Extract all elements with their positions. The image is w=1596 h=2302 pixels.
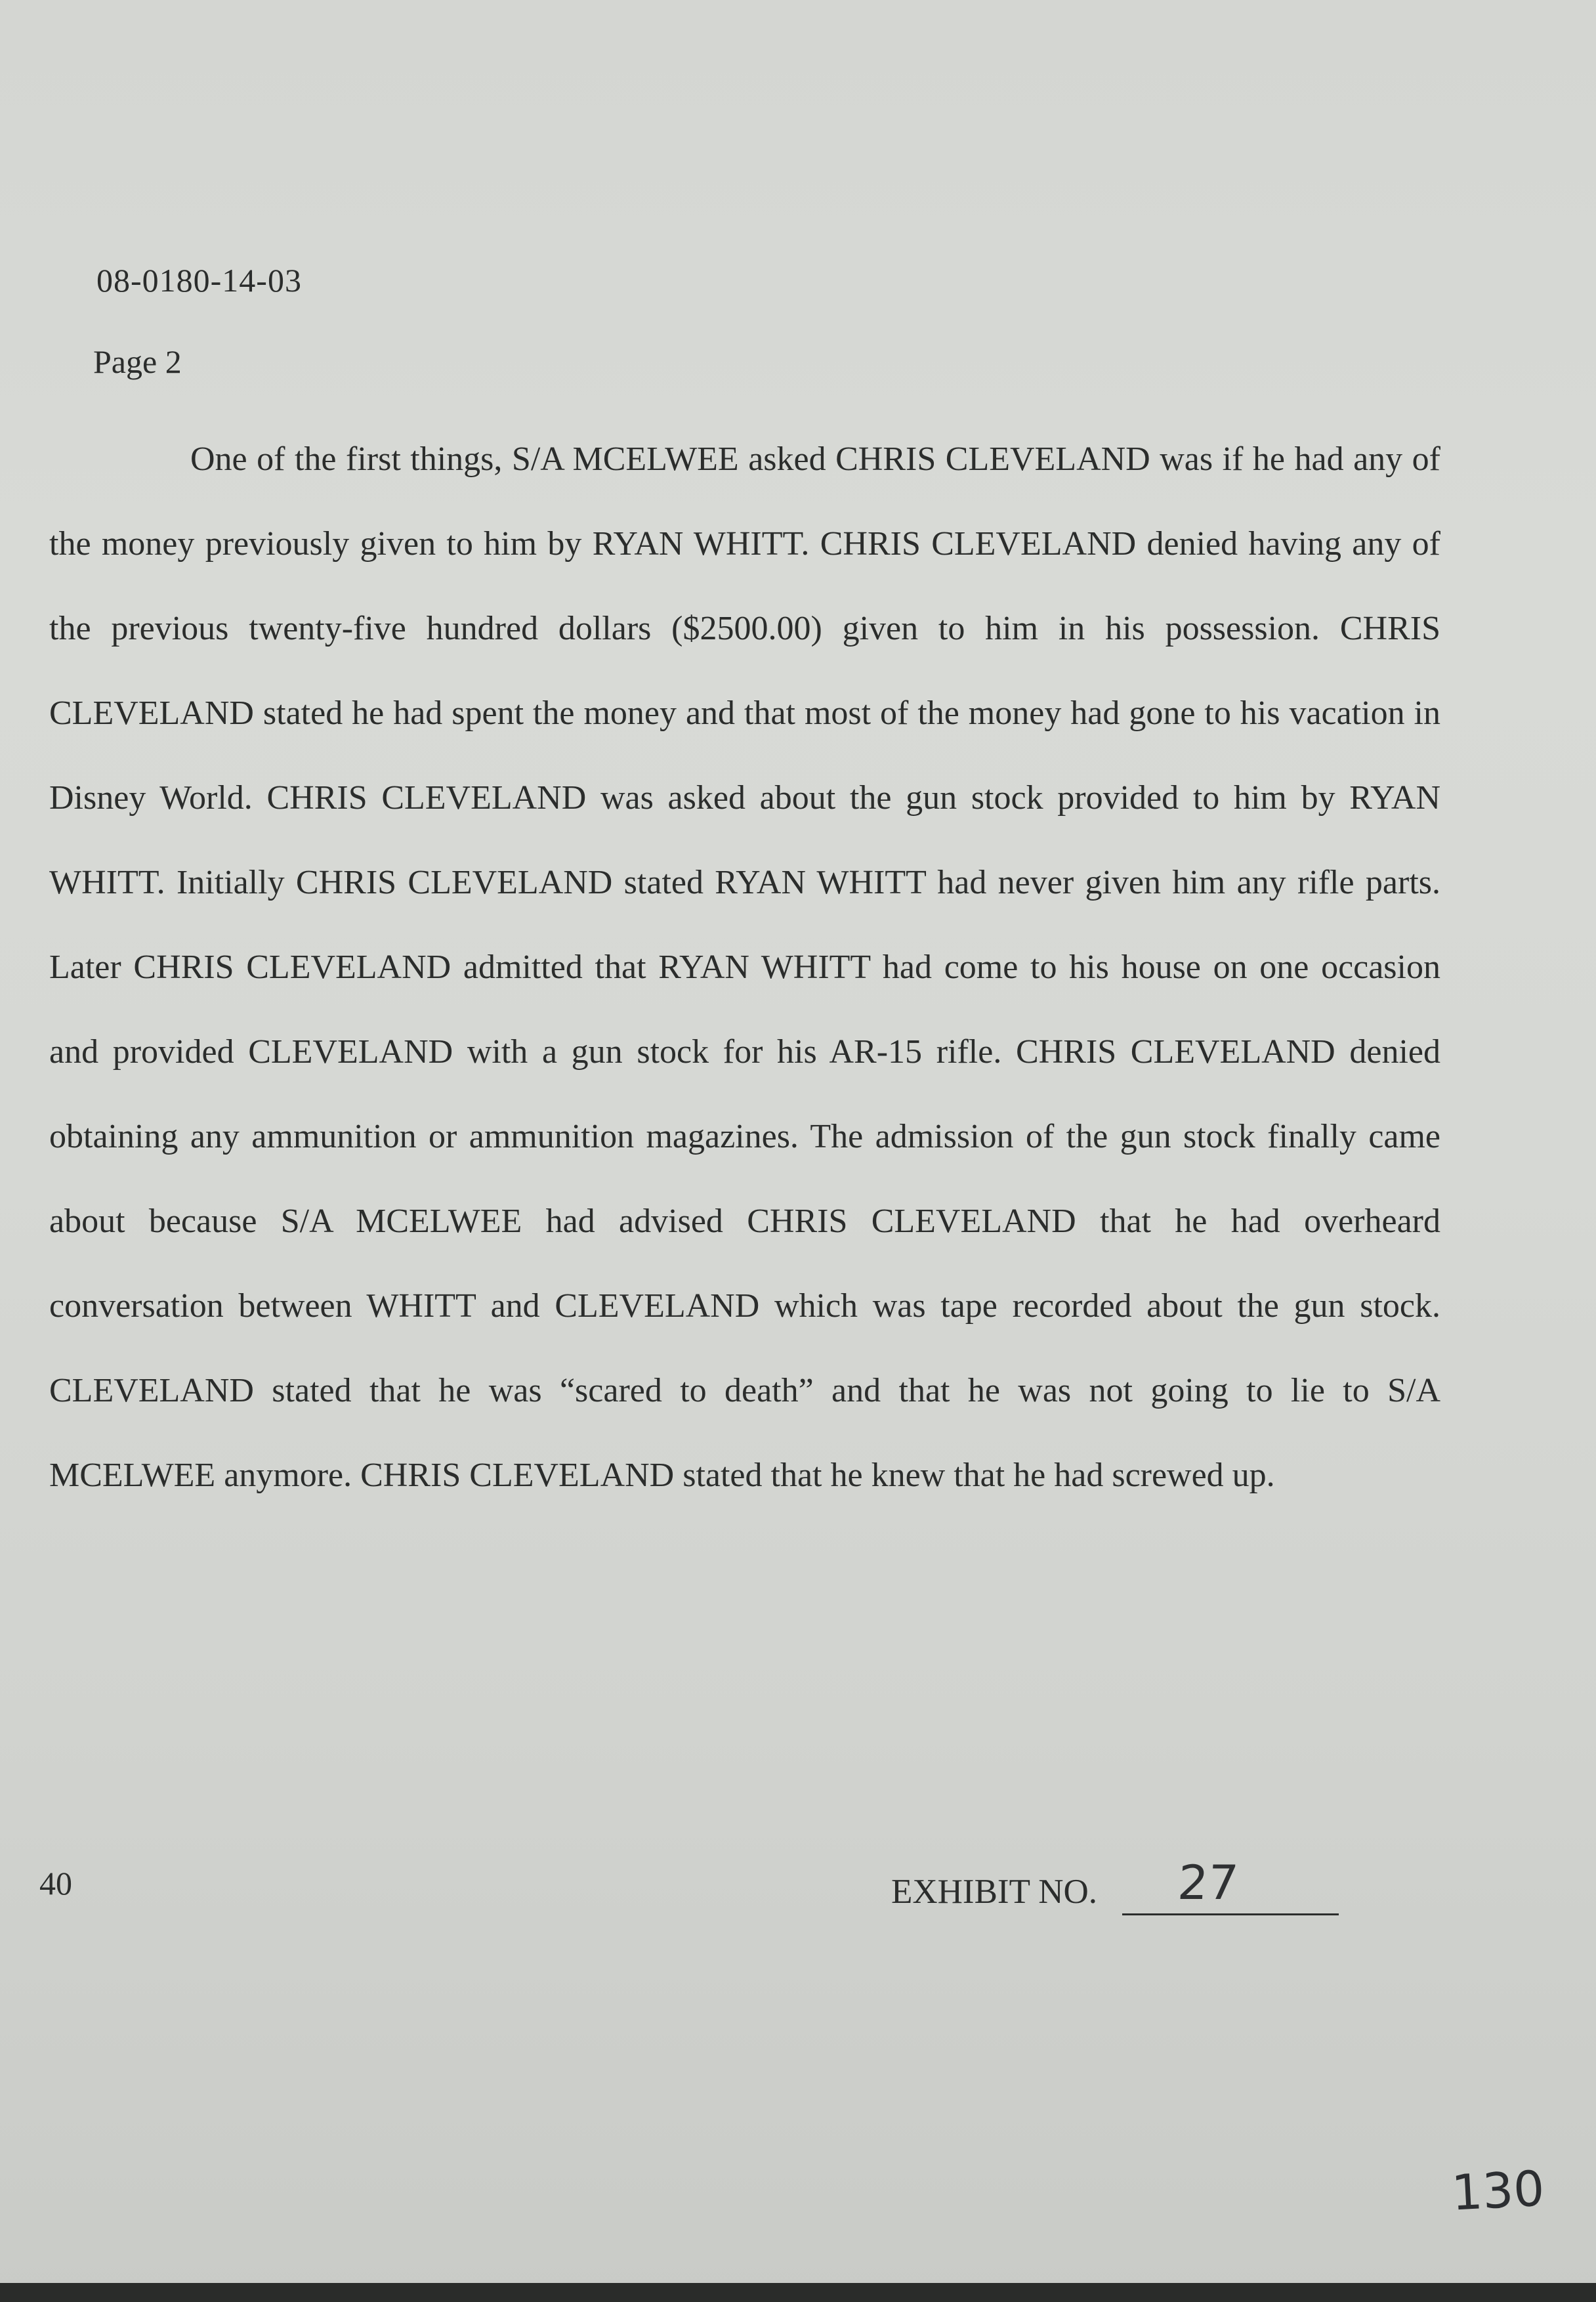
handwritten-page-number: 130 [1450,2160,1546,2222]
footer-page-number: 40 [39,1865,72,1902]
body-paragraph: One of the first things, S/A MCELWEE asked CHRIS CLEVELAND was if he had any of the money previously given to him by RYAN WHITT. CHRIS CLEVELAND denied having any of the previous twenty-five hundred dollars ($2500.00) given to him in his possession. CHRIS CLEVELAND stated he had spent the money and that most of the money had gone to his vacation in Disney World. CHRIS CLEVELAND was asked about the gun stock provided to him by RYAN WHITT. Initially CHRIS CLEVELAND stated RYAN WHITT had never given him any rifle parts. Later CHRIS CLEVELAND admitted that RYAN WHITT had come to his house on one occasion and provided CLEVELAND with a gun stock for his AR-15 rifle. CHRIS CLEVELAND denied obtaining any ammunition or ammunition magazines. The admission of the gun stock finally came about because S/A MCELWEE had advised CHRIS CLEVELAND that he had overheard conversation between WHITT and CLEVELAND which was tape recorded about the gun stock. CLEVELAND stated that he was “scared to death” and that he was not going to lie to S/A MCELWEE anymore. CHRIS CLEVELAND stated that he knew that he had screwed up. [49,440,1440,1494]
exhibit-number-handwritten: 27 [1176,1855,1240,1910]
scan-bottom-edge [0,2283,1596,2302]
case-number: 08-0180-14-03 [96,262,302,299]
exhibit-underline [1122,1913,1339,1915]
exhibit-label: EXHIBIT NO. [891,1873,1098,1911]
page-label: Page 2 [93,343,182,380]
